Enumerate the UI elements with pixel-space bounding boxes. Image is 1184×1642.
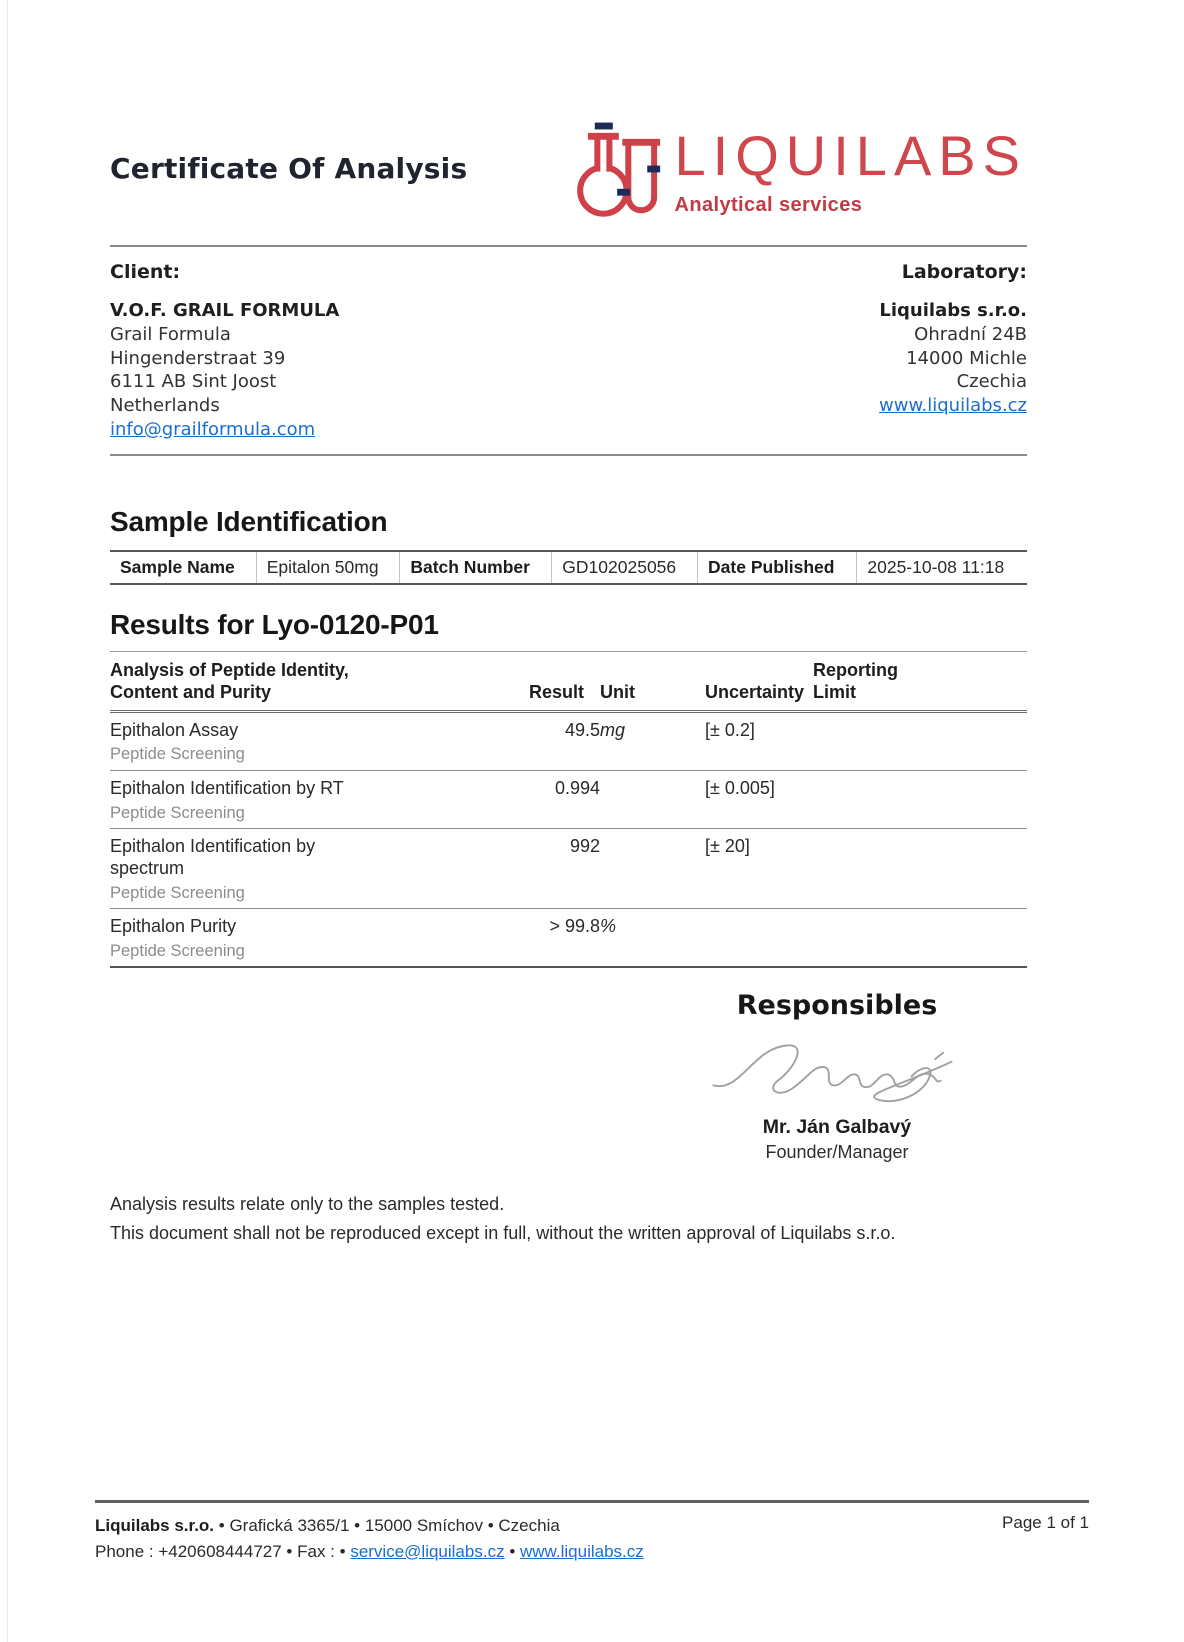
- logo-wordmark: LIQUILABS: [674, 124, 1027, 187]
- page-indicator: Page 1 of 1: [1002, 1513, 1089, 1532]
- results-heading: Results for Lyo-0120-P01: [110, 608, 439, 640]
- logo-tagline: Analytical services: [674, 194, 863, 216]
- footer-website-link[interactable]: www.liquilabs.cz: [520, 1541, 644, 1561]
- result-value: > 99.8: [450, 908, 600, 967]
- table-row: [110, 551, 1027, 584]
- reporting-limit-value: [813, 770, 1027, 828]
- results-header-row: [110, 651, 1027, 711]
- table-row: [110, 828, 1027, 908]
- laboratory-address-block: [879, 299, 1027, 442]
- batch-number-label: Batch Number: [400, 551, 552, 584]
- client-address-block: [110, 299, 339, 442]
- header-divider: [110, 245, 1027, 247]
- date-published-value: 2025-10-08 11:18: [857, 551, 1027, 584]
- uncertainty-value: [705, 908, 813, 967]
- client-address-line: 6111 AB Sint Joost: [110, 371, 277, 393]
- sample-name-value: Epitalon 50mg: [256, 551, 400, 584]
- sample-identification-table: [110, 550, 1027, 585]
- flask-testtube-icon: [575, 118, 661, 225]
- page-footer: [0, 1500, 1184, 1564]
- column-uncertainty: Uncertainty: [705, 651, 813, 711]
- page-title: Certificate Of Analysis: [110, 152, 468, 185]
- laboratory-address-line: Ohradní 24B: [914, 323, 1027, 345]
- laboratory-name: Liquilabs s.r.o.: [879, 300, 1027, 321]
- responsible-name: Mr. Ján Galbavý: [762, 1115, 912, 1138]
- document-header: [110, 0, 1027, 225]
- uncertainty-value: [± 0.005]: [705, 770, 813, 828]
- responsible-role: Founder/Manager: [765, 1141, 909, 1162]
- client-address-line: Hingenderstraat 39: [110, 347, 286, 369]
- analysis-name: Epithalon Identification by spectrum: [110, 835, 316, 878]
- result-value: 992: [450, 828, 600, 908]
- column-analysis: Analysis of Peptide Identity, Content and Purity: [110, 651, 450, 711]
- analysis-method: Peptide Screening: [110, 803, 245, 822]
- laboratory-address-line: 14000 Michle: [906, 347, 1027, 369]
- footer-phone-fax: Phone : +420608444727 • Fax : •: [95, 1541, 346, 1561]
- unit-value: %: [600, 908, 705, 967]
- footer-address: • Grafická 3365/1 • 15000 Smíchov • Czechia: [218, 1516, 560, 1535]
- client-name: V.O.F. GRAIL FORMULA: [110, 300, 340, 321]
- footer-contact: [95, 1513, 644, 1564]
- disclaimer-line: Analysis results relate only to the samples tested.: [110, 1193, 505, 1214]
- disclaimer-line: This document shall not be reproduced except in full, without the written approval of Liquilabs s.r.o.: [110, 1223, 896, 1244]
- disclaimer: [110, 1193, 1027, 1246]
- signature-image: [647, 1029, 1027, 1114]
- unit-value: [600, 828, 705, 908]
- footer-email-link[interactable]: service@liquilabs.cz: [350, 1541, 505, 1561]
- analysis-name: Epithalon Identification by RT: [110, 777, 344, 798]
- table-row: [110, 711, 1027, 770]
- client-address-line: Grail Formula: [110, 323, 231, 345]
- logo-text: [674, 124, 1027, 217]
- footer-company: Liquilabs s.r.o.: [95, 1516, 215, 1535]
- reporting-limit-value: [813, 711, 1027, 770]
- client-label: Client:: [110, 261, 181, 283]
- analysis-method: Peptide Screening: [110, 941, 245, 960]
- sample-identification-heading: Sample Identification: [110, 505, 388, 537]
- parties-divider: [110, 454, 1027, 456]
- unit-value: [600, 770, 705, 828]
- date-published-label: Date Published: [698, 551, 857, 584]
- sample-name-label: Sample Name: [120, 556, 235, 577]
- column-reporting-limit: Reporting Limit: [813, 651, 1027, 711]
- table-row: [110, 908, 1027, 967]
- analysis-name: Epithalon Assay: [110, 719, 239, 740]
- reporting-limit-value: [813, 828, 1027, 908]
- laboratory-label: Laboratory:: [901, 261, 1027, 283]
- batch-number-value: GD102025056: [552, 551, 698, 584]
- reporting-limit-value: [813, 908, 1027, 967]
- results-table: [110, 651, 1027, 968]
- analysis-method: Peptide Screening: [110, 883, 245, 902]
- uncertainty-value: [± 20]: [705, 828, 813, 908]
- uncertainty-value: [± 0.2]: [705, 711, 813, 770]
- laboratory-address-line: Czechia: [956, 371, 1027, 393]
- result-value: 0.994: [450, 770, 600, 828]
- result-value: 49.5: [450, 711, 600, 770]
- responsibles-heading: Responsibles: [736, 989, 938, 1021]
- analysis-method: Peptide Screening: [110, 745, 245, 764]
- column-unit: Unit: [600, 651, 705, 711]
- table-row: [110, 770, 1027, 828]
- client-email-link[interactable]: info@grailformula.com: [110, 418, 316, 440]
- unit-value: mg: [600, 711, 705, 770]
- responsibles-block: [647, 990, 1027, 1163]
- analysis-name: Epithalon Purity: [110, 915, 237, 936]
- client-address-line: Netherlands: [110, 395, 220, 416]
- footer-separator: •: [509, 1541, 516, 1561]
- laboratory-website-link[interactable]: www.liquilabs.cz: [879, 395, 1027, 416]
- liquilabs-logo: [575, 118, 1027, 225]
- column-result: Result: [450, 651, 600, 711]
